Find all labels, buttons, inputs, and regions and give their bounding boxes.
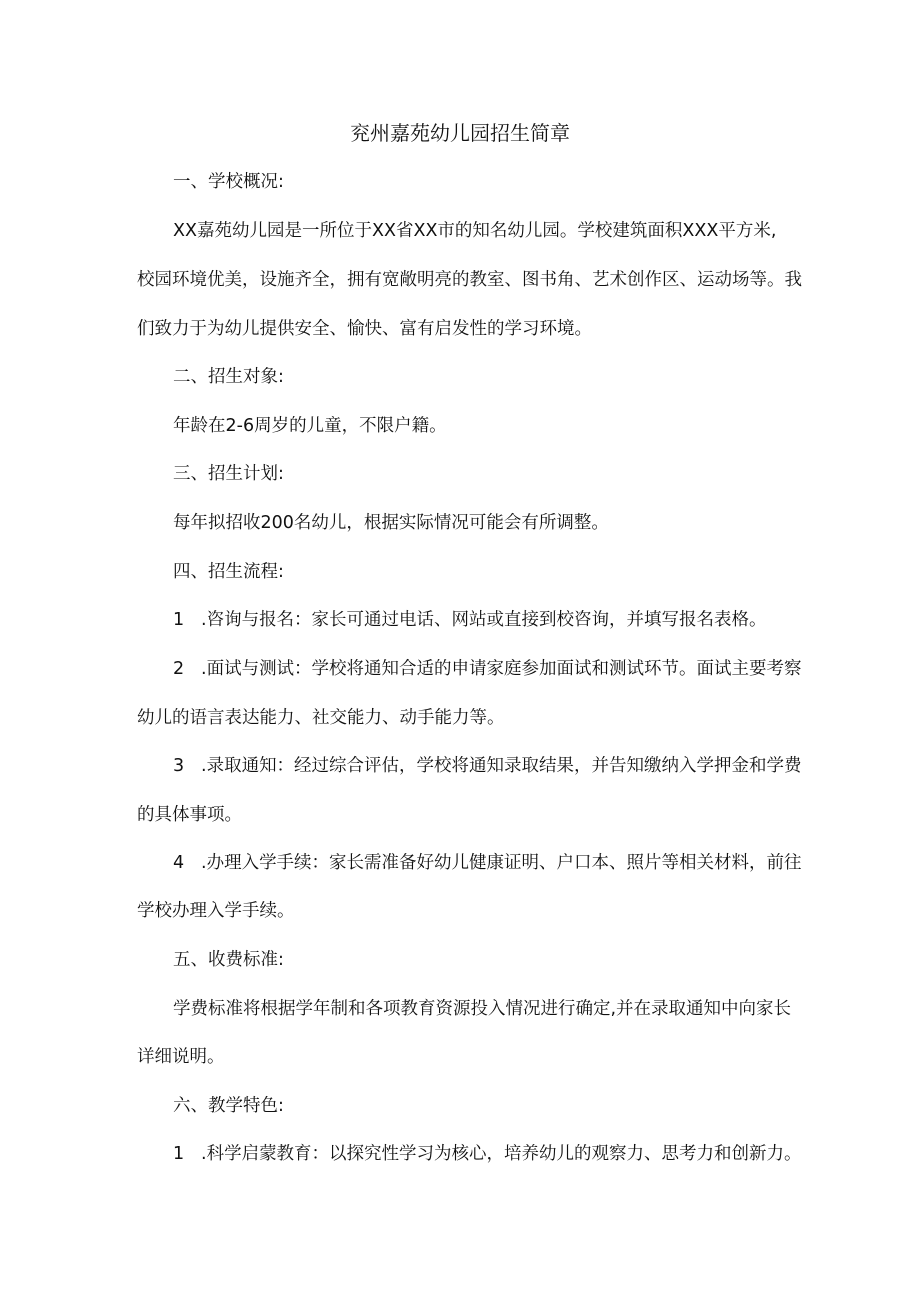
list-item-text: .咨询与报名：家长可通过电话、网站或直接到校咨询，并填写报名表格。 [201, 610, 767, 630]
list-item [173, 607, 767, 633]
list-item-text: .办理入学手续：家长需准备好幼儿健康证明、户口本、照片等相关材料，前往 [201, 853, 802, 873]
paragraph-line: 学费标准将根据学年制和各项教育资源投入情况进行确定,并在录取通知中向家长 [173, 999, 792, 1019]
document-title: 兖州嘉苑幼儿园招生简章 [350, 121, 570, 145]
paragraph-line: 每年拟招收200名幼儿，根据实际情况可能会有所调整。 [173, 513, 609, 533]
list-item [173, 753, 802, 779]
list-item-number: 4 [173, 853, 185, 873]
section-heading: 四、招生流程: [173, 562, 284, 582]
section-heading: 二、招生对象: [173, 367, 284, 387]
list-item-text: .录取通知：经过综合评估，学校将通知录取结果，并告知缴纳入学押金和学费 [201, 756, 802, 776]
list-item-text: .科学启蒙教育：以探究性学习为核心，培养幼儿的观察力、思考力和创新力。 [201, 1144, 802, 1164]
list-item [173, 1141, 802, 1167]
list-item-text: .面试与测试：学校将通知合适的申请家庭参加面试和测试环节。面试主要考察 [201, 659, 802, 679]
list-item-number: 1 [173, 1144, 185, 1164]
paragraph-line: 年龄在2-6周岁的儿童，不限户籍。 [173, 416, 447, 436]
list-item-number: 1 [173, 610, 185, 630]
list-item [173, 850, 802, 876]
paragraph-line: 幼儿的语言表达能力、社交能力、动手能力等。 [137, 708, 505, 728]
paragraph-line: 校园环境优美，设施齐全，拥有宽敞明亮的教室、图书角、艺术创作区、运动场等。我 [137, 270, 802, 290]
list-item-number: 2 [173, 659, 185, 679]
paragraph-line: XX嘉苑幼儿园是一所位于XX省XX市的知名幼儿园。学校建筑面积XXX平方米, [173, 221, 777, 241]
section-heading: 五、收费标准: [173, 950, 284, 970]
list-item-number: 3 [173, 756, 185, 776]
paragraph-line: 详细说明。 [137, 1047, 225, 1067]
section-heading: 六、教学特色: [173, 1096, 284, 1116]
paragraph-line: 的具体事项。 [137, 805, 242, 825]
paragraph-line: 们致力于为幼儿提供安全、愉快、富有启发性的学习环境。 [137, 319, 592, 339]
list-item [173, 656, 802, 682]
section-heading: 三、招生计划: [173, 464, 284, 484]
section-heading: 一、学校概况: [173, 172, 284, 192]
paragraph-line: 学校办理入学手续。 [137, 901, 295, 921]
